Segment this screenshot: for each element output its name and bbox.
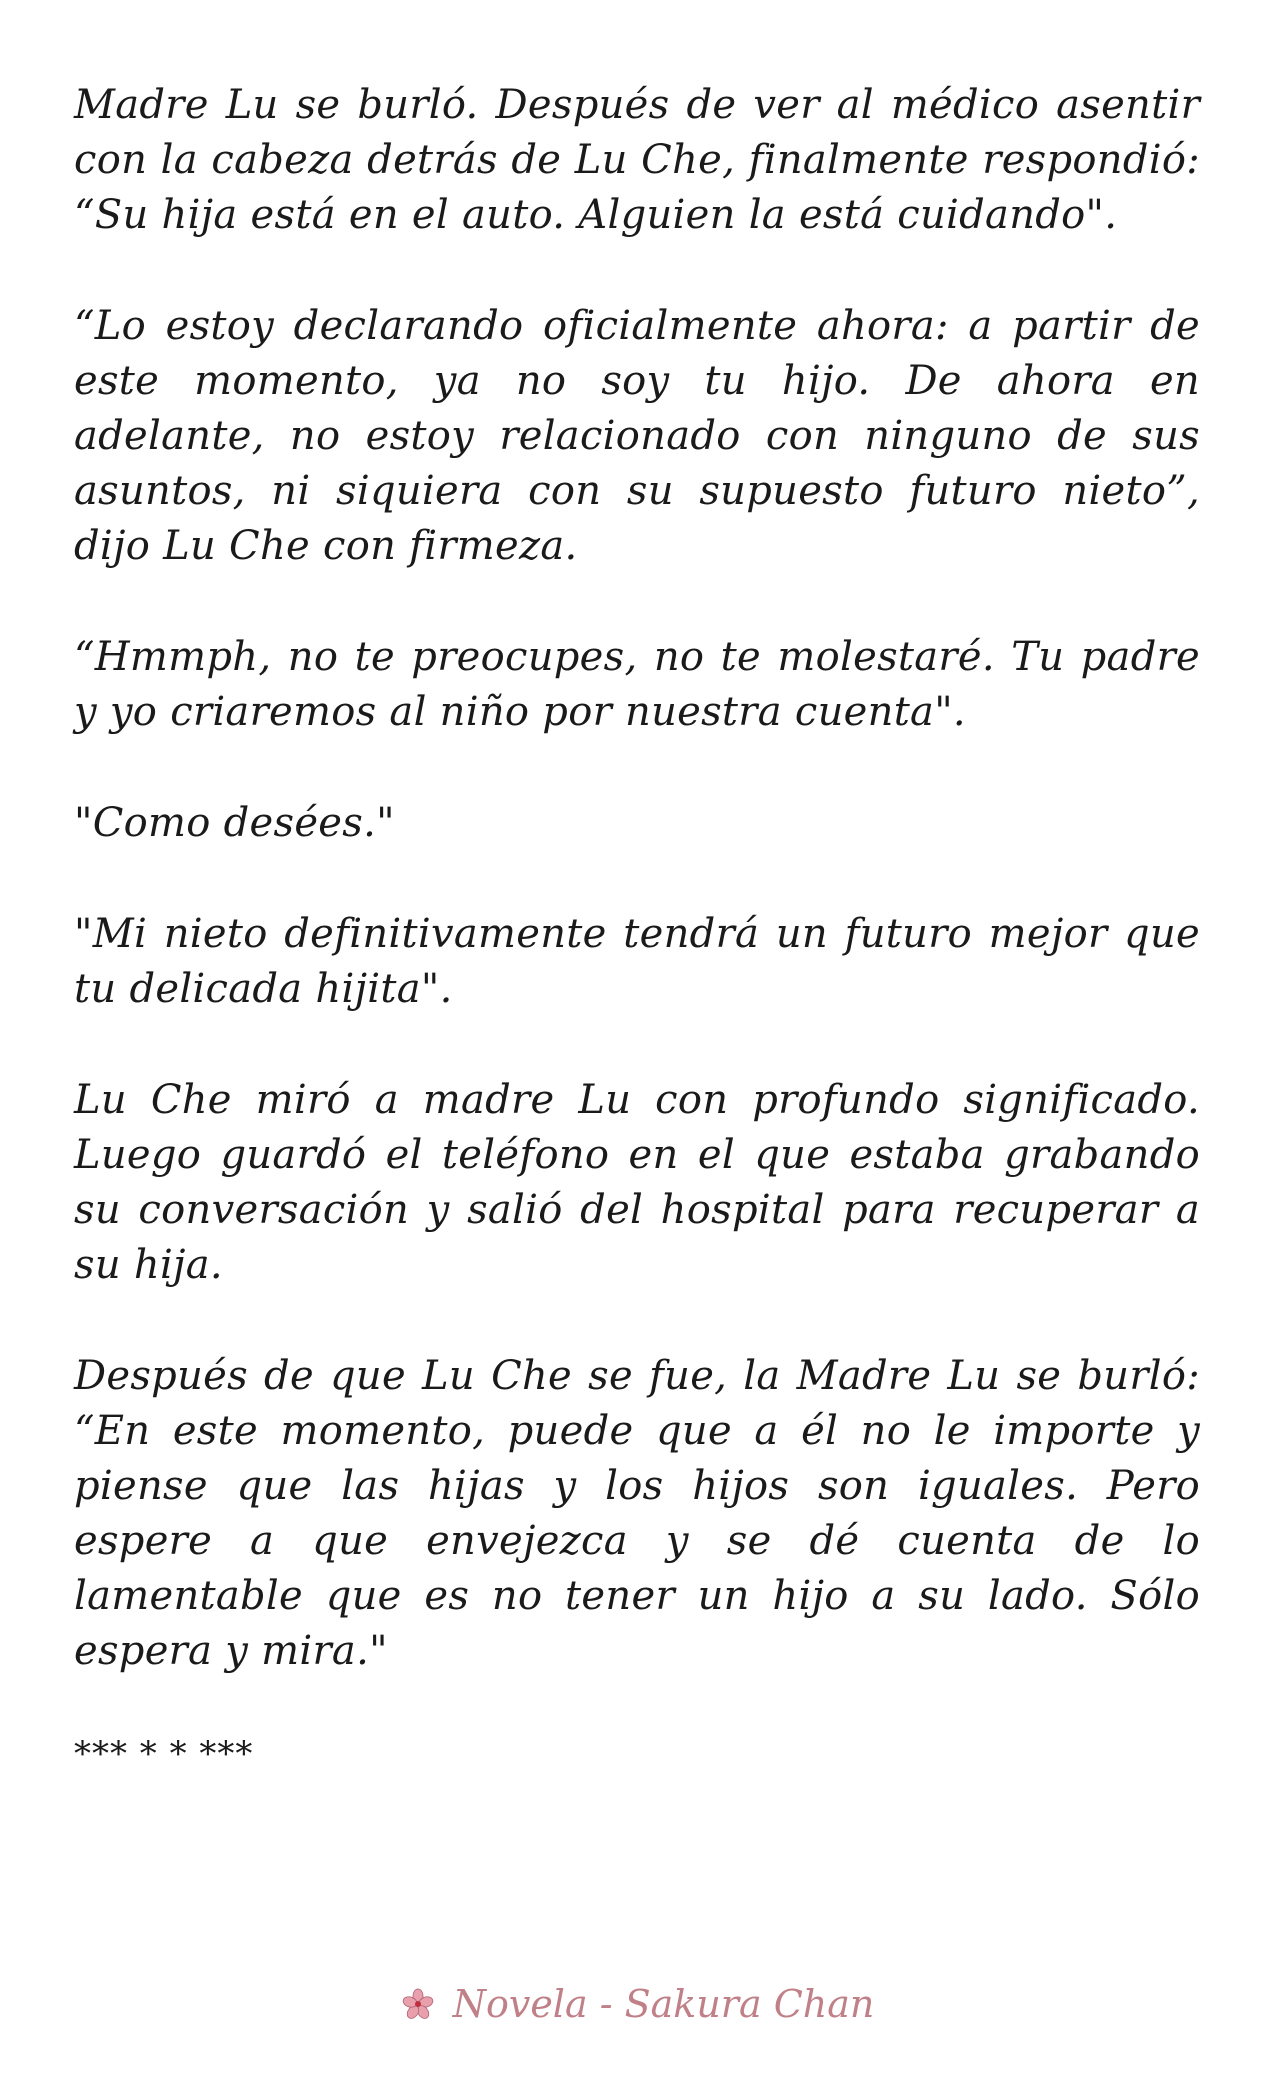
- paragraph-4: "Como desées.": [74, 800, 395, 846]
- chapter-text: [74, 78, 1200, 1782]
- paragraph-6: Lu Che miró a madre Lu con profundo significado. Luego guardó el teléfono en el que estaba grabando su conversación y salió del hospital para recuperar a su hija.: [74, 1077, 1200, 1288]
- scene-separator: *** * * ***: [74, 1734, 254, 1774]
- paragraph-5: "Mi nieto definitivamente tendrá un futuro mejor que tu delicada hijita".: [74, 911, 1200, 1012]
- watermark-text: Novela - Sakura Chan: [452, 1982, 875, 2026]
- paragraph-7: Después de que Lu Che se fue, la Madre Lu se burló: “En este momento, puede que a él no le importe y piense que las hijas y los hijos son iguales. Pero espere a que envejezca y se dé cuenta de lo lamentable que es no tener un hijo a su lado. Sólo espera y mira.": [74, 1353, 1200, 1674]
- paragraph-2: “Lo estoy declarando oficialmente ahora: a partir de este momento, ya no soy tu hijo. De ahora en adelante, no estoy relacionado con ninguno de sus asuntos, ni siquiera con su supuesto futuro nieto”, dijo Lu Che con firmeza.: [74, 303, 1200, 569]
- watermark-footer: [0, 1982, 1275, 2026]
- sakura-flower-icon: [401, 1986, 435, 2020]
- paragraph-1: Madre Lu se burló. Después de ver al médico asentir con la cabeza detrás de Lu Che, finalmente respondió: “Su hija está en el auto. Alguien la está cuidando".: [74, 82, 1200, 238]
- paragraph-3: “Hmmph, no te preocupes, no te molestaré. Tu padre y yo criaremos al niño por nuestra cuenta".: [74, 634, 1200, 735]
